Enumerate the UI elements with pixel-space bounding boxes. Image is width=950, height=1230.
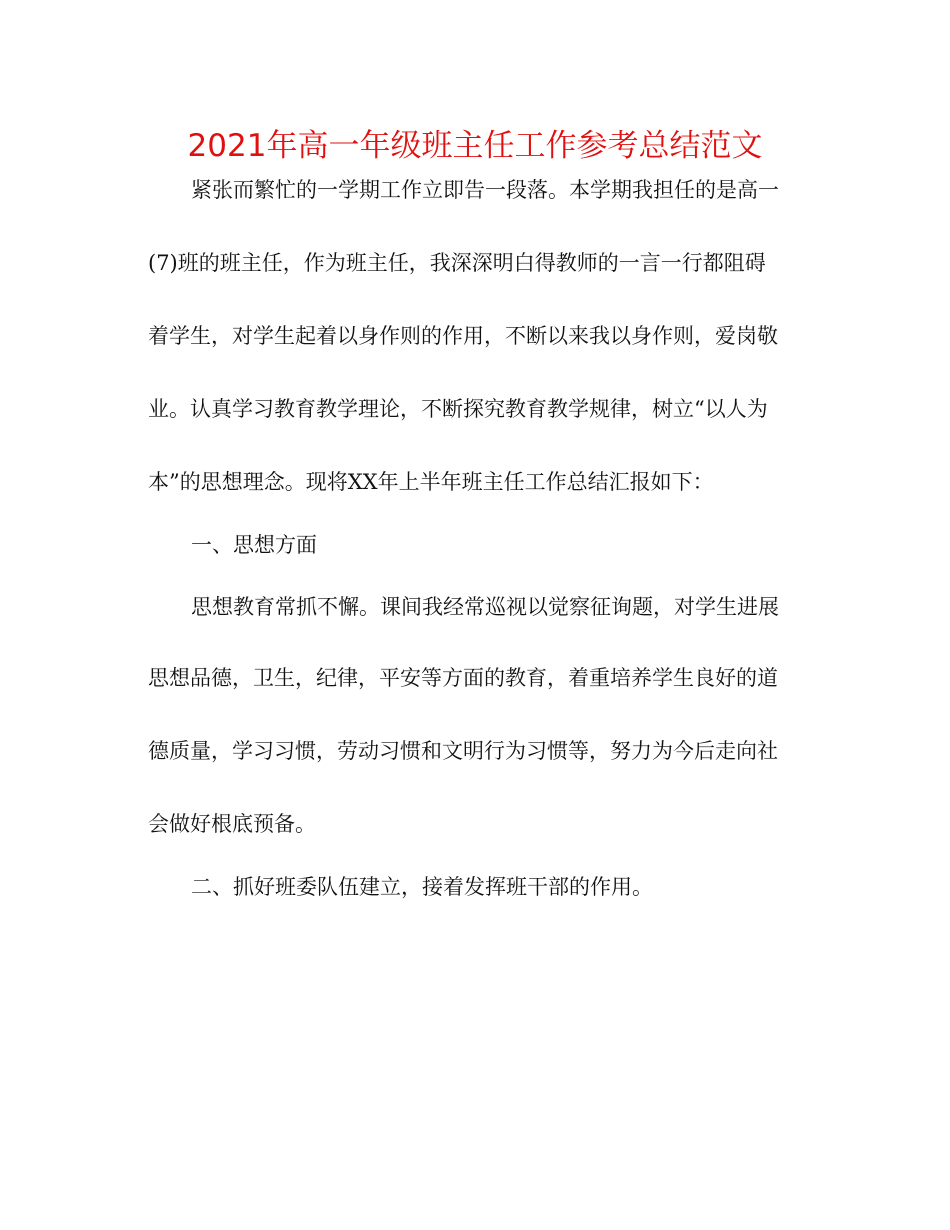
paragraph-line: 本”的思想理念。现将XX年上半年班主任工作总结汇报如下：: [148, 470, 714, 494]
paragraph-line: 着学生，对学生起着以身作则的作用，不断以来我以身作则，爱岗敬: [148, 324, 778, 348]
document-title: 2021年高一年级班主任工作参考总结范文: [187, 128, 763, 164]
paragraph-line: 德质量，学习习惯，劳动习惯和文明行为习惯等，努力为今后走向社: [148, 739, 778, 763]
paragraph-line: 会做好根底预备。: [148, 812, 316, 836]
paragraph-line: 思想品德，卫生，纪律，平安等方面的教育，着重培养学生良好的道: [148, 666, 778, 690]
paragraph-line: (7)班的班主任，作为班主任，我深深明白得教师的一言一行都阻碍: [148, 251, 766, 275]
paragraph-line: 紧张而繁忙的一学期工作立即告一段落。本学期我担任的是高一: [191, 178, 779, 202]
paragraph-line: 业。认真学习教育教学理论，不断探究教育教学规律，树立“以人为: [148, 397, 768, 421]
paragraph-line: 思想教育常抓不懈。课间我经常巡视以觉察征询题，对学生进展: [191, 595, 779, 619]
section-heading: 一、思想方面: [191, 533, 317, 557]
section-heading: 二、抓好班委队伍建立，接着发挥班干部的作用。: [191, 875, 653, 899]
